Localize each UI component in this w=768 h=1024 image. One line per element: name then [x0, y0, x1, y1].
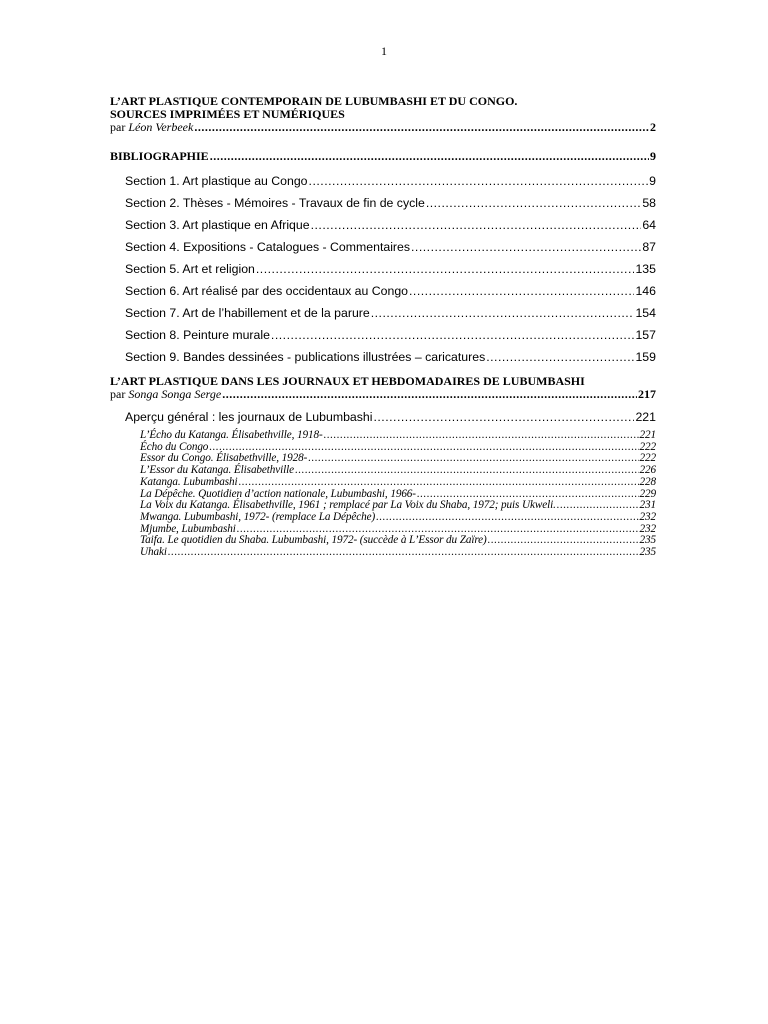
- dot-leader: [256, 258, 635, 280]
- journal-entry[interactable]: [110, 512, 656, 524]
- part2-author-name: Songa Songa Serge: [128, 387, 222, 401]
- section-entry[interactable]: [110, 302, 656, 324]
- journal-label: Katanga. Lubumbashi: [140, 475, 238, 488]
- part1-author-entry[interactable]: [110, 121, 656, 134]
- dot-leader: [194, 121, 649, 134]
- journal-page: 228: [639, 475, 656, 488]
- bibliographie-label: BIBLIOGRAPHIE: [110, 149, 209, 163]
- dot-leader: [376, 512, 638, 524]
- journal-page: 232: [639, 522, 656, 535]
- part1-author-name: Léon Verbeek: [128, 120, 194, 134]
- journal-label: La Voix du Katanga. Élisabethville, 1961 ; remplacé par La Voix du Shaba, 1972; puis Ukweli.: [140, 499, 556, 512]
- section-page: 157: [635, 328, 656, 342]
- section-label: Section 5. Art et religion: [125, 262, 255, 276]
- journal-entry[interactable]: [110, 477, 656, 489]
- part1-title-line1: L’ART PLASTIQUE CONTEMPORAIN DE LUBUMBASHI ET DU CONGO.: [110, 94, 518, 108]
- journal-entry[interactable]: [110, 430, 656, 442]
- journal-label: Essor du Congo. Élisabethville, 1928-: [140, 452, 308, 465]
- journal-label: L’Essor du Katanga. Élisabethville: [140, 464, 295, 477]
- journal-label: La Dépêche. Quotidien d’action nationale, Lubumbashi, 1966-: [140, 487, 416, 500]
- journal-page: 222: [639, 452, 656, 465]
- section-page: 58: [642, 196, 656, 210]
- section-page: 135: [635, 262, 656, 276]
- section-entry[interactable]: [110, 192, 656, 214]
- dot-leader: [411, 236, 641, 258]
- section-label: Section 3. Art plastique en Afrique: [125, 218, 310, 232]
- dot-leader: [222, 388, 637, 401]
- section-label: Section 4. Expositions - Catalogues - Commentaires: [125, 240, 411, 254]
- section-label: Section 2. Thèses - Mémoires - Travaux de fin de cycle: [125, 196, 425, 210]
- page-number: 1: [381, 44, 387, 58]
- section-page: 87: [642, 240, 656, 254]
- section-label: Section 1. Art plastique au Congo: [125, 174, 308, 188]
- journal-entry[interactable]: [110, 547, 656, 559]
- journal-label: Écho du Congo: [140, 440, 209, 453]
- apercu-page: 221: [635, 410, 656, 424]
- journal-page: 222: [639, 440, 656, 453]
- section-page: 9: [649, 174, 656, 188]
- journal-page: 226: [639, 464, 656, 477]
- journal-page: 231: [639, 499, 656, 512]
- section-entry[interactable]: [110, 236, 656, 258]
- dot-leader: [210, 150, 649, 163]
- section-label: Section 7. Art de l’habillement et de la parure: [125, 306, 370, 320]
- journal-label: Uhaki: [140, 546, 167, 559]
- apercu-entry[interactable]: [110, 410, 656, 424]
- journal-page: 229: [639, 487, 656, 500]
- section-label: Section 6. Art réalisé par des occidentaux au Congo: [125, 284, 409, 298]
- bibliographie-entry[interactable]: [110, 150, 656, 163]
- section-page: 146: [635, 284, 656, 298]
- section-label: Section 8. Peinture murale: [125, 328, 270, 342]
- section-label: Section 9. Bandes dessinées - publications illustrées – caricatures: [125, 350, 486, 364]
- dot-leader: [308, 453, 638, 465]
- sections-list: [110, 170, 656, 368]
- part1-author-page: 2: [650, 120, 656, 134]
- journal-label: Mwanga. Lubumbashi, 1972- (remplace La Dépêche): [140, 510, 376, 523]
- journal-entry[interactable]: [110, 535, 656, 547]
- journal-label: Mjumbe, Lubumbashi: [140, 522, 236, 535]
- section-entry[interactable]: [110, 258, 656, 280]
- part2-author-page: 217: [638, 387, 656, 401]
- dot-leader: [557, 500, 639, 512]
- dot-leader: [309, 170, 649, 192]
- section-page: 159: [635, 350, 656, 364]
- section-page: 64: [642, 218, 656, 232]
- section-entry[interactable]: [110, 346, 656, 368]
- dot-leader: [488, 535, 639, 547]
- bibliographie-page: 9: [650, 149, 656, 163]
- journal-page: 235: [639, 546, 656, 559]
- journal-page: 235: [639, 534, 656, 547]
- dot-leader: [426, 192, 642, 214]
- section-entry[interactable]: [110, 214, 656, 236]
- dot-leader: [486, 346, 634, 368]
- journal-page: 232: [639, 510, 656, 523]
- part2-title: L’ART PLASTIQUE DANS LES JOURNAUX ET HEBDOMADAIRES DE LUBUMBASHI: [110, 374, 585, 388]
- section-entry[interactable]: [110, 324, 656, 346]
- journals-list: [110, 430, 656, 559]
- part1-title-line2: SOURCES IMPRIMÉES ET NUMÉRIQUES: [110, 107, 345, 121]
- dot-leader: [168, 547, 639, 559]
- part2-author-entry[interactable]: [110, 388, 656, 401]
- dot-leader: [295, 465, 638, 477]
- dot-leader: [311, 214, 642, 236]
- part2-author-label: par Songa Songa Serge: [110, 387, 222, 401]
- journal-label: L’Écho du Katanga. Élisabethville, 1918-: [140, 429, 323, 441]
- journal-page: 221: [639, 429, 656, 441]
- dot-leader: [239, 477, 639, 489]
- journal-label: Taifa. Le quotidien du Shaba. Lubumbashi, 1972- (succède à L’Essor du Zaïre): [140, 534, 487, 547]
- dot-leader: [409, 280, 634, 302]
- part1-author-label: par Léon Verbeek: [110, 120, 194, 134]
- dot-leader: [271, 324, 635, 346]
- apercu-label: Aperçu général : les journaux de Lubumbashi: [125, 410, 373, 424]
- section-entry[interactable]: [110, 170, 656, 192]
- dot-leader: [373, 410, 634, 424]
- section-entry[interactable]: [110, 280, 656, 302]
- dot-leader: [324, 430, 639, 442]
- section-page: 154: [635, 306, 656, 320]
- dot-leader: [371, 302, 635, 324]
- table-of-contents: [110, 95, 656, 559]
